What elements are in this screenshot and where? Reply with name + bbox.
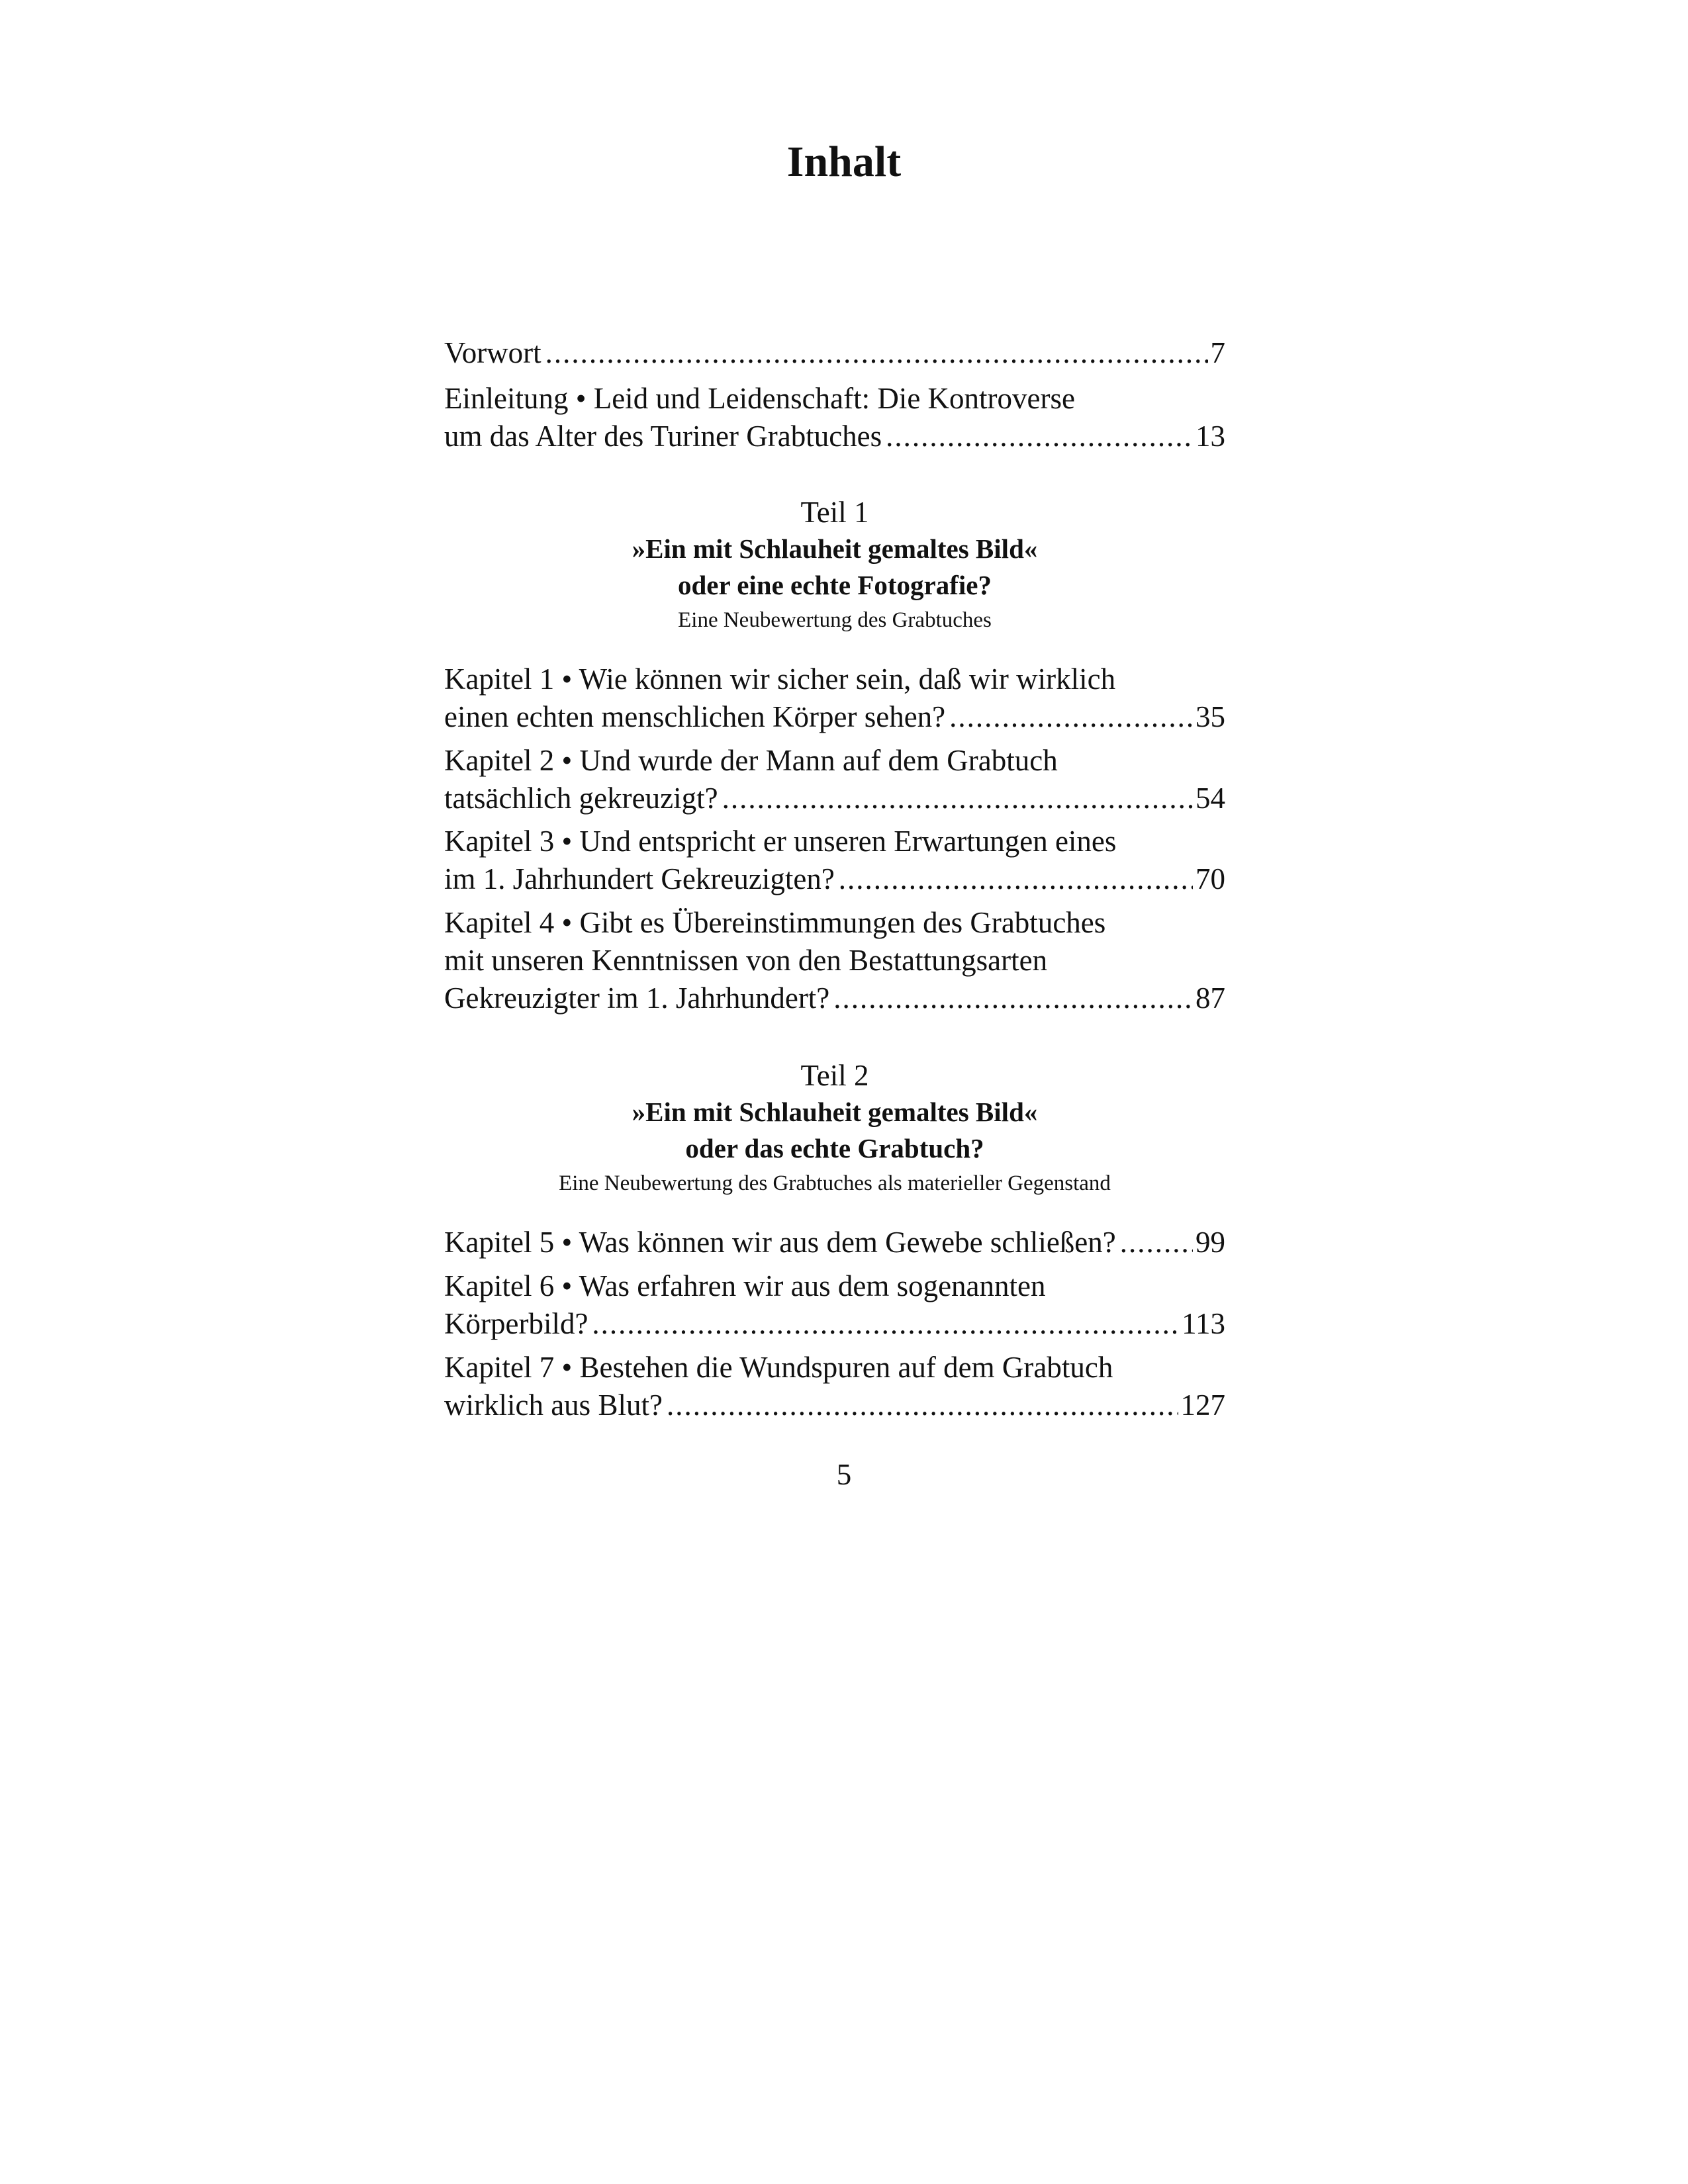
part-title-line: oder eine echte Fotografie? — [678, 570, 992, 600]
toc-entry-title: Gekreuzigter im 1. Jahrhundert? — [444, 981, 830, 1015]
toc-entry-title: um das Alter des Turiner Grabtuches — [444, 420, 882, 453]
part-label: Teil 1 — [800, 496, 869, 529]
toc-page-number: 127 — [1180, 1388, 1225, 1422]
toc-page-number: 7 — [1210, 336, 1225, 369]
part-title-line: »Ein mit Schlauheit gemaltes Bild« — [632, 1097, 1038, 1127]
part-label: Teil 2 — [800, 1059, 869, 1092]
toc-entry-kapitel-5[interactable] — [444, 1224, 1225, 1261]
toc-entry-title: einen echten menschlichen Körper sehen? — [444, 700, 946, 733]
toc-entry-title: im 1. Jahrhundert Gekreuzigten? — [444, 862, 835, 895]
toc-entry-line: mit unseren Kenntnissen von den Bestattungsarten — [444, 944, 1048, 977]
dot-leader — [667, 1387, 1178, 1424]
toc-page-number: 99 — [1196, 1226, 1225, 1259]
toc-page-number: 13 — [1196, 420, 1225, 453]
dot-leader — [949, 698, 1193, 736]
toc-entry-vorwort[interactable] — [444, 334, 1225, 372]
dot-leader — [1120, 1224, 1193, 1261]
toc-page-number: 87 — [1196, 981, 1225, 1015]
toc-entry-title: Kapitel 5 • Was können wir aus dem Gewebe schließen? — [444, 1226, 1116, 1259]
toc-entry-title: Vorwort — [444, 336, 541, 369]
toc-entry-line: Kapitel 6 • Was erfahren wir aus dem sogenannten — [444, 1269, 1046, 1302]
toc-page-number: 54 — [1196, 782, 1225, 815]
toc-entry-kapitel-2[interactable] — [444, 742, 1225, 817]
dot-leader — [833, 979, 1193, 1017]
toc-entry-line: Kapitel 3 • Und entspricht er unseren Erwartungen eines — [444, 825, 1117, 858]
dot-leader — [545, 334, 1208, 372]
toc-entry-line: Kapitel 1 • Wie können wir sicher sein, daß wir wirklich — [444, 662, 1116, 696]
part-subtitle: Eine Neubewertung des Grabtuches als materieller Gegenstand — [559, 1171, 1111, 1195]
toc-entry-kapitel-1[interactable] — [444, 660, 1225, 736]
toc-page-number: 70 — [1196, 862, 1225, 895]
toc-entry-line: Kapitel 2 • Und wurde der Mann auf dem Grabtuch — [444, 744, 1058, 777]
toc-entry-title: tatsächlich gekreuzigt? — [444, 782, 718, 815]
dot-leader — [839, 860, 1193, 898]
part-title-line: oder das echte Grabtuch? — [685, 1133, 984, 1163]
part-subtitle: Eine Neubewertung des Grabtuches — [678, 608, 992, 632]
toc-entry-einleitung[interactable] — [444, 380, 1225, 455]
page-number: 5 — [836, 1458, 852, 1491]
toc-entry-kapitel-3[interactable] — [444, 823, 1225, 898]
toc-entry-kapitel-4[interactable] — [444, 904, 1225, 1017]
toc-page-number: 113 — [1182, 1307, 1225, 1340]
dot-leader — [722, 780, 1193, 817]
toc-entry-line: Kapitel 7 • Bestehen die Wundspuren auf dem Grabtuch — [444, 1351, 1113, 1384]
toc-entry-title: Körperbild? — [444, 1307, 588, 1340]
toc-entry-title: wirklich aus Blut? — [444, 1388, 663, 1422]
toc-entry-kapitel-6[interactable] — [444, 1267, 1225, 1343]
toc-page-number: 35 — [1196, 700, 1225, 733]
part-heading-2 — [444, 1057, 1225, 1200]
dot-leader — [592, 1305, 1179, 1343]
toc-entry-kapitel-7[interactable] — [444, 1349, 1225, 1424]
part-heading-1 — [444, 494, 1225, 637]
part-title-line: »Ein mit Schlauheit gemaltes Bild« — [632, 533, 1038, 564]
dot-leader — [886, 418, 1193, 455]
toc-entry-line: Einleitung • Leid und Leidenschaft: Die Kontroverse — [444, 382, 1075, 415]
toc-entry-line: Kapitel 4 • Gibt es Übereinstimmungen des Grabtuches — [444, 906, 1106, 939]
page-title: Inhalt — [786, 138, 902, 186]
